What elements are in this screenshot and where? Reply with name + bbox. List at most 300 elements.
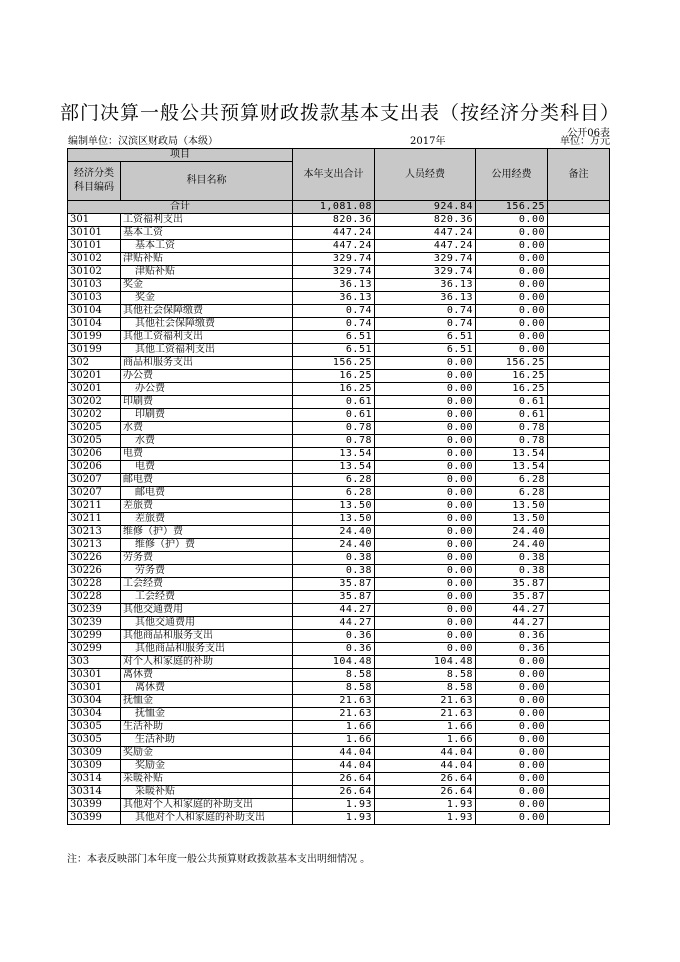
row-name: 办公费 <box>121 383 293 396</box>
row-remark <box>548 578 610 591</box>
row-remark <box>548 539 610 552</box>
row-total: 0.78 <box>293 422 375 435</box>
row-code: 30206 <box>68 448 121 461</box>
row-name: 邮电费 <box>121 474 293 487</box>
row-public: 0.00 <box>476 331 548 344</box>
table-row <box>68 617 610 630</box>
table-row <box>68 682 610 695</box>
row-public: 16.25 <box>476 370 548 383</box>
row-public: 0.00 <box>476 305 548 318</box>
row-personnel: 0.00 <box>375 565 476 578</box>
row-code: 30103 <box>68 292 121 305</box>
row-name: 津贴补贴 <box>121 253 293 266</box>
header-code <box>68 162 121 201</box>
row-code: 301 <box>68 214 121 227</box>
row-personnel: 0.00 <box>375 552 476 565</box>
row-personnel: 0.00 <box>375 461 476 474</box>
row-name: 维修（护）费 <box>121 526 293 539</box>
row-personnel: 447.24 <box>375 227 476 240</box>
row-total: 6.51 <box>293 344 375 357</box>
row-remark <box>548 799 610 812</box>
row-total: 0.61 <box>293 409 375 422</box>
row-code: 30228 <box>68 578 121 591</box>
row-code: 30102 <box>68 266 121 279</box>
row-code: 30301 <box>68 669 121 682</box>
row-code: 30202 <box>68 409 121 422</box>
row-remark <box>548 708 610 721</box>
row-remark <box>548 357 610 370</box>
row-code: 303 <box>68 656 121 669</box>
header-personnel: 人员经费 <box>375 149 476 201</box>
row-remark <box>548 214 610 227</box>
table-row <box>68 591 610 604</box>
row-total: 329.74 <box>293 253 375 266</box>
row-code: 30314 <box>68 773 121 786</box>
row-remark <box>548 448 610 461</box>
table-row <box>68 253 610 266</box>
row-code: 30213 <box>68 539 121 552</box>
row-total: 0.78 <box>293 435 375 448</box>
table-row <box>68 539 610 552</box>
row-code: 30239 <box>68 617 121 630</box>
total-remark <box>548 201 610 214</box>
row-public: 0.00 <box>476 240 548 253</box>
table-row <box>68 435 610 448</box>
table-row <box>68 721 610 734</box>
row-remark <box>548 370 610 383</box>
row-remark <box>548 422 610 435</box>
table-row <box>68 799 610 812</box>
row-remark <box>548 266 610 279</box>
row-public: 0.00 <box>476 279 548 292</box>
row-remark <box>548 383 610 396</box>
table-row <box>68 760 610 773</box>
row-remark <box>548 747 610 760</box>
row-remark <box>548 227 610 240</box>
row-code: 30201 <box>68 370 121 383</box>
row-personnel: 0.00 <box>375 357 476 370</box>
row-total: 44.27 <box>293 617 375 630</box>
row-personnel: 21.63 <box>375 708 476 721</box>
row-personnel: 8.58 <box>375 682 476 695</box>
row-personnel: 0.00 <box>375 370 476 383</box>
row-total: 21.63 <box>293 708 375 721</box>
row-public: 0.78 <box>476 422 548 435</box>
row-name: 采暖补贴 <box>121 786 293 799</box>
row-name: 邮电费 <box>121 487 293 500</box>
table-row <box>68 812 610 825</box>
row-total: 104.48 <box>293 656 375 669</box>
row-code: 30199 <box>68 331 121 344</box>
row-personnel: 329.74 <box>375 266 476 279</box>
table-row <box>68 695 610 708</box>
row-code: 30305 <box>68 721 121 734</box>
row-personnel: 0.74 <box>375 318 476 331</box>
row-remark <box>548 435 610 448</box>
row-public: 0.00 <box>476 656 548 669</box>
total-row <box>68 201 610 214</box>
table-row <box>68 656 610 669</box>
row-public: 0.00 <box>476 669 548 682</box>
row-remark <box>548 786 610 799</box>
row-code: 30104 <box>68 305 121 318</box>
row-public: 0.00 <box>476 344 548 357</box>
table-row <box>68 552 610 565</box>
row-remark <box>548 773 610 786</box>
row-total: 13.54 <box>293 448 375 461</box>
row-name: 水费 <box>121 435 293 448</box>
row-remark <box>548 513 610 526</box>
row-name: 抚恤金 <box>121 695 293 708</box>
year-label: 2017年 <box>410 136 446 147</box>
table-row <box>68 305 610 318</box>
row-name: 其他对个人和家庭的补助支出 <box>121 812 293 825</box>
row-code: 30399 <box>68 799 121 812</box>
row-name: 津贴补贴 <box>121 266 293 279</box>
row-public: 0.00 <box>476 760 548 773</box>
row-total: 35.87 <box>293 591 375 604</box>
table-row <box>68 487 610 500</box>
row-personnel: 329.74 <box>375 253 476 266</box>
expenditure-table <box>67 148 610 825</box>
row-personnel: 0.00 <box>375 487 476 500</box>
row-code: 30309 <box>68 747 121 760</box>
row-personnel: 0.00 <box>375 526 476 539</box>
row-code: 30399 <box>68 812 121 825</box>
row-name: 劳务费 <box>121 565 293 578</box>
row-total: 44.27 <box>293 604 375 617</box>
row-code: 30299 <box>68 630 121 643</box>
row-public: 13.50 <box>476 513 548 526</box>
row-code: 30226 <box>68 565 121 578</box>
table-row <box>68 526 610 539</box>
row-name: 抚恤金 <box>121 708 293 721</box>
table-row <box>68 318 610 331</box>
table-row <box>68 513 610 526</box>
row-total: 24.40 <box>293 526 375 539</box>
row-personnel: 6.51 <box>375 331 476 344</box>
table-row <box>68 630 610 643</box>
row-public: 0.00 <box>476 318 548 331</box>
row-personnel: 104.48 <box>375 656 476 669</box>
row-public: 0.00 <box>476 682 548 695</box>
row-code: 30211 <box>68 513 121 526</box>
page-title: 部门决算一般公共预算财政拨款基本支出表（按经济分类科目） <box>59 102 620 124</box>
row-code: 30205 <box>68 422 121 435</box>
row-name: 电费 <box>121 461 293 474</box>
header-name: 科目名称 <box>121 162 293 201</box>
row-personnel: 0.00 <box>375 500 476 513</box>
row-name: 商品和服务支出 <box>121 357 293 370</box>
row-total: 36.13 <box>293 292 375 305</box>
row-public: 13.50 <box>476 500 548 513</box>
row-remark <box>548 331 610 344</box>
row-public: 16.25 <box>476 383 548 396</box>
row-public: 0.00 <box>476 812 548 825</box>
row-personnel: 0.00 <box>375 513 476 526</box>
row-total: 26.64 <box>293 773 375 786</box>
row-total: 1.66 <box>293 734 375 747</box>
row-personnel: 8.58 <box>375 669 476 682</box>
table-row <box>68 214 610 227</box>
row-total: 26.64 <box>293 786 375 799</box>
row-name: 生活补助 <box>121 721 293 734</box>
row-public: 0.00 <box>476 266 548 279</box>
row-code: 30104 <box>68 318 121 331</box>
table-row <box>68 474 610 487</box>
row-public: 0.00 <box>476 227 548 240</box>
row-public: 0.00 <box>476 799 548 812</box>
table-row <box>68 786 610 799</box>
row-remark <box>548 318 610 331</box>
org-label: 编制单位：汉滨区财政局（本级） <box>68 136 218 147</box>
row-name: 其他商品和服务支出 <box>121 643 293 656</box>
row-public: 6.28 <box>476 474 548 487</box>
row-name: 其他工资福利支出 <box>121 331 293 344</box>
row-total: 0.36 <box>293 630 375 643</box>
row-public: 0.00 <box>476 786 548 799</box>
row-total: 1.93 <box>293 799 375 812</box>
row-total: 35.87 <box>293 578 375 591</box>
row-code: 30213 <box>68 526 121 539</box>
row-code: 30102 <box>68 253 121 266</box>
row-code: 30314 <box>68 786 121 799</box>
row-public: 0.00 <box>476 708 548 721</box>
row-personnel: 0.00 <box>375 409 476 422</box>
row-remark <box>548 682 610 695</box>
row-personnel: 0.00 <box>375 591 476 604</box>
row-code: 30207 <box>68 487 121 500</box>
row-total: 0.74 <box>293 305 375 318</box>
row-code: 30228 <box>68 591 121 604</box>
row-personnel: 26.64 <box>375 786 476 799</box>
total-label: 合计 <box>68 201 293 214</box>
row-public: 0.61 <box>476 396 548 409</box>
row-public: 0.00 <box>476 747 548 760</box>
row-public: 0.78 <box>476 435 548 448</box>
row-total: 13.50 <box>293 513 375 526</box>
row-code: 30301 <box>68 682 121 695</box>
table-row <box>68 227 610 240</box>
row-personnel: 6.51 <box>375 344 476 357</box>
table-row <box>68 422 610 435</box>
row-public: 0.00 <box>476 695 548 708</box>
row-code: 30101 <box>68 227 121 240</box>
row-remark <box>548 812 610 825</box>
row-code: 30304 <box>68 708 121 721</box>
row-code: 302 <box>68 357 121 370</box>
row-name: 水费 <box>121 422 293 435</box>
table-row <box>68 669 610 682</box>
row-remark <box>548 721 610 734</box>
row-remark <box>548 305 610 318</box>
row-remark <box>548 396 610 409</box>
row-public: 0.36 <box>476 630 548 643</box>
row-public: 156.25 <box>476 357 548 370</box>
row-personnel: 0.00 <box>375 643 476 656</box>
unit-label: 单位：万元 <box>560 136 610 147</box>
row-personnel: 0.00 <box>375 630 476 643</box>
row-name: 工会经费 <box>121 591 293 604</box>
table-row <box>68 396 610 409</box>
table-row <box>68 708 610 721</box>
row-name: 其他对个人和家庭的补助支出 <box>121 799 293 812</box>
row-public: 6.28 <box>476 487 548 500</box>
row-total: 1.66 <box>293 721 375 734</box>
row-name: 奖励金 <box>121 747 293 760</box>
row-public: 24.40 <box>476 539 548 552</box>
row-code: 30304 <box>68 695 121 708</box>
form-code: 公开06表 <box>567 128 610 139</box>
row-total: 0.36 <box>293 643 375 656</box>
row-name: 其他工资福利支出 <box>121 344 293 357</box>
header-code-line2: 科目编码 <box>74 182 114 193</box>
row-total: 13.50 <box>293 500 375 513</box>
table-row <box>68 773 610 786</box>
row-public: 13.54 <box>476 461 548 474</box>
row-name: 其他交通费用 <box>121 604 293 617</box>
table-row <box>68 279 610 292</box>
table-row <box>68 461 610 474</box>
row-personnel: 26.64 <box>375 773 476 786</box>
row-name: 离休费 <box>121 682 293 695</box>
meta-line <box>68 136 610 148</box>
table-row <box>68 357 610 370</box>
row-public: 44.27 <box>476 617 548 630</box>
table-row <box>68 643 610 656</box>
row-public: 13.54 <box>476 448 548 461</box>
row-total: 447.24 <box>293 240 375 253</box>
row-total: 8.58 <box>293 682 375 695</box>
row-personnel: 0.00 <box>375 383 476 396</box>
row-personnel: 1.93 <box>375 812 476 825</box>
row-name: 其他商品和服务支出 <box>121 630 293 643</box>
table-row <box>68 383 610 396</box>
row-personnel: 0.00 <box>375 396 476 409</box>
row-total: 16.25 <box>293 370 375 383</box>
row-name: 奖金 <box>121 279 293 292</box>
row-personnel: 0.00 <box>375 435 476 448</box>
row-total: 0.74 <box>293 318 375 331</box>
row-total: 16.25 <box>293 383 375 396</box>
row-public: 0.38 <box>476 552 548 565</box>
row-name: 离休费 <box>121 669 293 682</box>
row-personnel: 36.13 <box>375 292 476 305</box>
row-total: 8.58 <box>293 669 375 682</box>
row-name: 对个人和家庭的补助 <box>121 656 293 669</box>
row-personnel: 0.00 <box>375 539 476 552</box>
row-remark <box>548 474 610 487</box>
row-personnel: 0.00 <box>375 422 476 435</box>
row-total: 820.36 <box>293 214 375 227</box>
row-remark <box>548 240 610 253</box>
row-remark <box>548 461 610 474</box>
table-row <box>68 448 610 461</box>
row-personnel: 0.00 <box>375 474 476 487</box>
row-total: 13.54 <box>293 461 375 474</box>
row-total: 447.24 <box>293 227 375 240</box>
row-code: 30211 <box>68 500 121 513</box>
row-public: 0.38 <box>476 565 548 578</box>
footnote: 注：本表反映部门本年度一般公共预算财政拨款基本支出明细情况 。 <box>67 854 371 865</box>
total-public: 156.25 <box>476 201 548 214</box>
row-total: 0.38 <box>293 565 375 578</box>
row-public: 0.00 <box>476 773 548 786</box>
row-code: 30202 <box>68 396 121 409</box>
row-total: 0.61 <box>293 396 375 409</box>
row-remark <box>548 643 610 656</box>
row-personnel: 820.36 <box>375 214 476 227</box>
row-personnel: 1.93 <box>375 799 476 812</box>
row-name: 工资福利支出 <box>121 214 293 227</box>
row-public: 0.00 <box>476 734 548 747</box>
row-name: 差旅费 <box>121 500 293 513</box>
header-project: 项目 <box>68 149 293 162</box>
row-name: 奖金 <box>121 292 293 305</box>
header-total: 本年支出合计 <box>293 149 375 201</box>
row-personnel: 21.63 <box>375 695 476 708</box>
row-remark <box>548 695 610 708</box>
row-name: 基本工资 <box>121 227 293 240</box>
table-row <box>68 578 610 591</box>
row-code: 30199 <box>68 344 121 357</box>
table-row <box>68 370 610 383</box>
total-total: 1,081.08 <box>293 201 375 214</box>
row-name: 印刷费 <box>121 396 293 409</box>
row-total: 156.25 <box>293 357 375 370</box>
row-total: 21.63 <box>293 695 375 708</box>
row-public: 0.00 <box>476 721 548 734</box>
row-code: 30205 <box>68 435 121 448</box>
row-remark <box>548 552 610 565</box>
row-total: 0.38 <box>293 552 375 565</box>
row-public: 0.36 <box>476 643 548 656</box>
table-row <box>68 565 610 578</box>
row-personnel: 0.00 <box>375 448 476 461</box>
row-remark <box>548 604 610 617</box>
header-public: 公用经费 <box>476 149 548 201</box>
row-name: 差旅费 <box>121 513 293 526</box>
row-name: 办公费 <box>121 370 293 383</box>
row-personnel: 447.24 <box>375 240 476 253</box>
row-personnel: 1.66 <box>375 721 476 734</box>
row-public: 0.00 <box>476 253 548 266</box>
row-personnel: 1.66 <box>375 734 476 747</box>
row-total: 44.04 <box>293 760 375 773</box>
table-row <box>68 344 610 357</box>
row-remark <box>548 279 610 292</box>
row-remark <box>548 656 610 669</box>
table-row <box>68 292 610 305</box>
total-personnel: 924.84 <box>375 201 476 214</box>
row-remark <box>548 344 610 357</box>
table-row <box>68 331 610 344</box>
row-remark <box>548 617 610 630</box>
row-code: 30207 <box>68 474 121 487</box>
row-name: 其他社会保障缴费 <box>121 305 293 318</box>
row-personnel: 36.13 <box>375 279 476 292</box>
row-code: 30309 <box>68 760 121 773</box>
table-row <box>68 734 610 747</box>
row-code: 30305 <box>68 734 121 747</box>
header-remark: 备注 <box>548 149 610 201</box>
row-name: 其他社会保障缴费 <box>121 318 293 331</box>
row-personnel: 44.04 <box>375 747 476 760</box>
row-name: 印刷费 <box>121 409 293 422</box>
row-total: 44.04 <box>293 747 375 760</box>
row-name: 基本工资 <box>121 240 293 253</box>
row-total: 329.74 <box>293 266 375 279</box>
